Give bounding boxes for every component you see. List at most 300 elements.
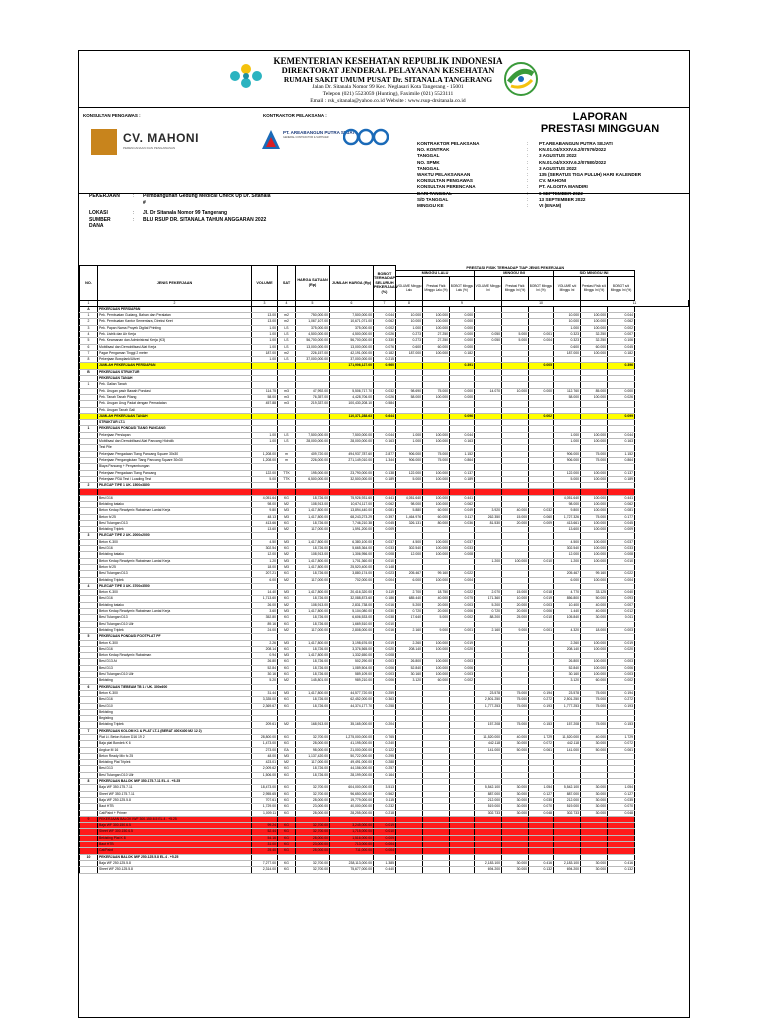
table-cell: 30.000 — [581, 615, 608, 621]
table-cell: 58.000 — [396, 394, 423, 400]
column-index-cell: 5 — [296, 300, 330, 306]
table-cell: Pek. Urugan Tanah Gali — [98, 407, 252, 413]
table-cell: 0.018 — [529, 590, 554, 596]
table-cell: PEKERJAAN BALOK IWF 300.150.6.5 EL.4 . +5.25 — [98, 816, 252, 822]
table-cell: 1.000 — [554, 439, 581, 445]
table-cell: 5.200 — [396, 602, 423, 608]
table-cell: 26.800 — [396, 659, 423, 665]
table-cell: M2 — [278, 602, 296, 608]
table-cell: 100.000 — [423, 539, 450, 545]
table-cell: KG — [278, 848, 296, 854]
table-cell: 100.000 — [423, 640, 450, 646]
report-title-line1: LAPORAN — [572, 111, 628, 123]
table-cell: 98.00 — [252, 502, 278, 508]
col-sd-minggu-ini: S/D MINGGU INI — [554, 271, 635, 277]
table-cell: 18.00 — [252, 564, 278, 570]
table-cell: 7,746,210.38 — [330, 520, 374, 526]
table-cell: 1 — [80, 382, 98, 388]
table-cell: 0.030 — [374, 609, 396, 615]
table-cell: 117,000.00 — [296, 627, 330, 633]
table-cell: 50.000 — [502, 747, 529, 753]
table-cell: KG — [278, 791, 296, 797]
table-cell: 47,992.00 — [296, 388, 330, 394]
table-cell: 0.004 — [450, 577, 475, 583]
table-cell: 28,000.00 — [296, 848, 330, 854]
mahoni-logo-mark — [91, 129, 117, 155]
table-cell: 1.000 — [554, 325, 581, 331]
table-cell: KG — [278, 520, 296, 526]
table-cell: 1,137,420.00 — [296, 753, 330, 759]
table-cell: 0.004 — [374, 577, 396, 583]
table-cell: M3 — [278, 640, 296, 646]
table-cell: 0.008 — [374, 552, 396, 558]
table-cell: 0.720 — [475, 609, 502, 615]
table-cell: 1,713.60 — [252, 596, 278, 602]
table-cell: 0.272 — [529, 697, 554, 703]
table-cell: 0.117 — [450, 514, 475, 520]
table-cell: Mobilisasi dan Demobilisasi Alat Kerja — [98, 344, 252, 350]
table-cell: 52.840 — [396, 665, 423, 671]
table-cell: Besi D16 — [98, 546, 252, 552]
table-cell: 19,779,000.00 — [330, 797, 374, 803]
table-cell: 28,199,000.00 — [330, 772, 374, 778]
table-cell: 0.037 — [608, 539, 635, 545]
table-cell: 0.000 — [450, 388, 475, 394]
table-cell: 2,183.100 — [475, 860, 502, 866]
table-cell: 2,955.65 — [252, 791, 278, 797]
table-cell: 989,210.00 — [330, 678, 374, 684]
table-cell: 5.20 — [252, 678, 278, 684]
table-cell: 26.00 — [252, 602, 278, 608]
table-cell: 0.045 — [608, 520, 635, 526]
col-pres-sd: Prestasi Fisik s/d Minggu Ini (%) — [581, 276, 608, 300]
table-cell: 32,700.00 — [296, 860, 330, 866]
table-cell: 0.148 — [374, 564, 396, 570]
table-cell: 100.000 — [581, 665, 608, 671]
table-cell: 100.000 — [581, 476, 608, 482]
table-cell: 4 — [80, 583, 98, 589]
table-cell: 4.500 — [554, 539, 581, 545]
mahoni-name: CV. MAHONI — [123, 131, 199, 145]
table-cell: 707.61 — [252, 797, 278, 803]
table-cell: 0.062 — [608, 502, 635, 508]
table-cell: KG — [278, 867, 296, 873]
table-cell: KG — [278, 571, 296, 577]
table-cell: 141.000 — [554, 747, 581, 753]
table-cell: 54.16 — [252, 835, 278, 841]
table-cell: 906.000 — [554, 451, 581, 457]
table-cell: 0.132 — [529, 867, 554, 873]
column-index-cell: 9 — [423, 300, 502, 306]
table-cell: 2 — [80, 483, 98, 489]
table-cell: 3,335.00 — [252, 697, 278, 703]
table-cell: 0.010 — [529, 558, 554, 564]
table-cell: LS — [278, 432, 296, 438]
table-cell: 0.000 — [450, 338, 475, 344]
table-cell: 226,157.00 — [296, 350, 330, 356]
table-cell: 30.000 — [502, 867, 529, 873]
table-cell: Bekisting batako — [98, 502, 252, 508]
table-cell: 40.000 — [581, 602, 608, 608]
table-cell: M2 — [278, 760, 296, 766]
table-cell: 1.729 — [608, 734, 635, 740]
table-cell: PILECAP TIPE 3 UK. 3700x3500 — [98, 583, 252, 589]
table-cell: 0.006 — [374, 678, 396, 684]
table-cell: M3 — [278, 609, 296, 615]
table-cell: Besi Tulangan D13 — [98, 571, 252, 577]
table-cell: 0.000 — [608, 388, 635, 394]
table-cell: Bekisting Triplek — [98, 527, 252, 533]
table-cell: 2,314.00 — [252, 867, 278, 873]
table-cell: KG — [278, 860, 296, 866]
table-cell: 2.160 — [396, 627, 423, 633]
info-value: PT.AREABANGUN PUTRA SEJATI — [539, 141, 613, 146]
table-cell: 3 — [80, 325, 98, 331]
table-cell: 5.880 — [396, 508, 423, 514]
table-cell: 98.690 — [396, 388, 423, 394]
table-cell: Pek. Papan Nama Proyek Digital Printing — [98, 325, 252, 331]
col-minggu-ini: MINGGU INI — [475, 271, 554, 277]
col-bobot-ini: BOBOT Minggu Ini (%) — [529, 276, 554, 300]
table-cell: 81.530 — [475, 520, 502, 526]
col-bobot: BOBOT TERHADAP SELURUH PEKERJAAN (%) — [374, 266, 396, 301]
table-cell: 122.00 — [252, 470, 278, 476]
table-cell: 6,606,533.00 — [330, 615, 374, 621]
info-value: KN.01.04/XXXIV.6.2/07580/2022 — [539, 159, 607, 165]
table-cell: 100.000 — [581, 672, 608, 678]
table-cell: 0.032 — [529, 508, 554, 514]
table-cell: 99.24 — [252, 823, 278, 829]
table-cell: 1.000 — [396, 325, 423, 331]
table-cell: 32,700.00 — [296, 823, 330, 829]
table-cell: 35,165,000.00 — [330, 722, 374, 728]
table-cell: 208.14 — [252, 646, 278, 652]
table-cell: 0.122 — [374, 747, 396, 753]
table-cell: KG — [278, 495, 296, 501]
table-cell: 171.360 — [475, 596, 502, 602]
table-cell: 58.000 — [554, 394, 581, 400]
table-cell: 4.770 — [554, 590, 581, 596]
table-cell: 1.00 — [252, 439, 278, 445]
table-cell: 28,000,000.00 — [296, 439, 330, 445]
table-cell: 30.000 — [502, 791, 529, 797]
report-page — [78, 50, 690, 1018]
table-cell: 1,591,200.00 — [330, 527, 374, 533]
table-cell: 604,000,000.00 — [330, 785, 374, 791]
table-cell: 0.035 — [608, 797, 635, 803]
info-key: NO. KONTRAK — [417, 147, 450, 153]
hospital-phone: Telepon (021) 5523059 (Hunting), Faximile (021) 5523111 — [322, 91, 454, 97]
table-cell: Bekisting Triplek — [98, 577, 252, 583]
info-value: KN.01.04/XXXIV.6.2/07579/2022 — [539, 147, 607, 153]
table-cell: 6.000 — [554, 577, 581, 583]
project-value: Pembangunan Gedung Medical Check Up Dr. Sitanala — [143, 193, 271, 199]
table-cell: 32,700.00 — [296, 867, 330, 873]
table-cell: 0.132 — [608, 867, 635, 873]
table-cell: 3.513 — [374, 785, 396, 791]
table-cell: 75.000 — [502, 690, 529, 696]
table-cell: 0.163 — [450, 439, 475, 445]
table-cell: 48.13 — [252, 514, 278, 520]
table-cell: 0.007 — [608, 602, 635, 608]
table-cell: 0.075 — [450, 596, 475, 602]
table-cell: Pekerjaan Pengangkutan Tiang Pancang Square 30x30 — [98, 457, 252, 463]
table-cell: Baja plat Bondek K 6 — [98, 741, 252, 747]
table-cell: 2.070 — [475, 590, 502, 596]
table-cell: Beton K-300 — [98, 640, 252, 646]
table-cell: 0.396 — [608, 363, 635, 369]
table-row — [80, 867, 689, 873]
table-cell: 105.840 — [554, 615, 581, 621]
table-cell: 23,000.00 — [296, 804, 330, 810]
table-cell: 0.240 — [374, 741, 396, 747]
table-cell: Bekisting batako — [98, 552, 252, 558]
table-cell: 100.000 — [581, 539, 608, 545]
table-cell: KG — [278, 672, 296, 678]
table-cell: 0.257 — [374, 766, 396, 772]
col-prestasi: PRESTASI FISIK TERHADAP TIAP JENIS PEKERJAAN — [466, 265, 565, 270]
table-cell: 4,500,000.00 — [296, 331, 330, 337]
table-cell: 0.182 — [450, 350, 475, 356]
table-cell: 0.182 — [608, 350, 635, 356]
table-cell: 1,417,800.00 — [296, 508, 330, 514]
table-cell: 32,700.00 — [296, 785, 330, 791]
table-cell: 108,913.00 — [296, 602, 330, 608]
table-cell: 0.391 — [450, 363, 475, 369]
column-index-cell: 7 — [374, 300, 396, 306]
table-cell: 0.137 — [450, 470, 475, 476]
column-index-cell: 3 — [252, 300, 278, 306]
table-cell: 27.250 — [423, 331, 450, 337]
table-cell: 30.160 — [554, 672, 581, 678]
table-cell: 887.000 — [475, 791, 502, 797]
table-cell: 0.010 — [374, 621, 396, 627]
table-cell: 88.200 — [475, 615, 502, 621]
table-cell: LS — [278, 325, 296, 331]
table-cell: 0.022 — [450, 571, 475, 577]
table-cell: Cat/Paint — [98, 848, 252, 854]
table-cell: Cat/Paint + Primer — [98, 810, 252, 816]
table-cell: 44,156,000.00 — [330, 766, 374, 772]
table-cell: 25.40 — [252, 848, 278, 854]
table-cell: 0.440 — [374, 867, 396, 873]
table-cell: 0.062 — [608, 319, 635, 325]
project-value: # — [143, 199, 146, 206]
table-cell: 906.000 — [396, 451, 423, 457]
table-cell: 56,700,000.00 — [296, 338, 330, 344]
table-cell: 9.800 — [554, 508, 581, 514]
table-cell: 62,452,000.00 — [330, 697, 374, 703]
table-cell: 5 — [80, 634, 98, 640]
table-cell: 0.584 — [374, 401, 396, 407]
table-cell: M2 — [278, 527, 296, 533]
column-index-cell: 1 — [80, 300, 98, 306]
table-cell: 0.009 — [608, 527, 635, 533]
hospital-email: Email : rsk_sitanala@yahoo.co.id Website : www.rsup-drsitanala.co.id — [310, 98, 466, 104]
table-cell: 1,701,360.00 — [330, 558, 374, 564]
table-cell: 0.036 — [450, 520, 475, 526]
info-colon: : — [527, 196, 529, 202]
table-cell: 1.000 — [554, 432, 581, 438]
table-cell: 32,500,000.00 — [330, 476, 374, 482]
table-cell: 0.076 — [374, 344, 396, 350]
table-cell: 75.000 — [581, 457, 608, 463]
table-cell: 205.467 — [554, 571, 581, 577]
table-cell — [423, 867, 450, 873]
table-cell: 41,195,000.00 — [330, 741, 374, 747]
table-cell: 0.010 — [374, 558, 396, 564]
table-cell: 10.000 — [554, 319, 581, 325]
table-cell: M3 — [278, 508, 296, 514]
table-cell: 30.16 — [252, 672, 278, 678]
table-cell: 1,275,000,000.00 — [330, 734, 374, 740]
table-cell: 0.138 — [374, 470, 396, 476]
table-cell: KG — [278, 772, 296, 778]
table-cell: Besi Tulangan D10 Ulir — [98, 621, 252, 627]
col-pres-ini: Prestasi Fisik Minggu Ini (%) — [502, 276, 529, 300]
table-cell: 0.002 — [608, 678, 635, 684]
table-cell: 0.323 — [554, 331, 581, 337]
table-cell: 0.004 — [374, 842, 396, 848]
table-cell: EA — [278, 747, 296, 753]
table-cell: 13,000,000.00 — [296, 344, 330, 350]
table-cell: 2,808,000.00 — [330, 627, 374, 633]
table-cell: 0.003 — [450, 602, 475, 608]
table-cell: 145,801.00 — [296, 678, 330, 684]
info-colon: : — [527, 184, 529, 190]
table-cell: 273.00 — [252, 747, 278, 753]
table-cell: 205.467 — [396, 571, 423, 577]
table-cell: 75.000 — [423, 457, 450, 463]
table-cell: 9.80 — [252, 508, 278, 514]
table-cell: 1.054 — [529, 785, 554, 791]
table-cell: 0.441 — [374, 495, 396, 501]
table-cell: 20.000 — [423, 609, 450, 615]
table-cell: 0.295 — [374, 753, 396, 759]
table-cell: 0.048 — [529, 810, 554, 816]
table-cell: Pek. Galian Tanah — [98, 382, 252, 388]
table-cell: 100.000 — [423, 350, 450, 356]
project-value: Jl. Dr Sitanala Nomor 99 Tangerang — [143, 210, 228, 216]
table-cell: 0.048 — [608, 810, 635, 816]
table-cell: Besi Tulangan D13 — [98, 520, 252, 526]
table-cell: 6,380,100.00 — [330, 539, 374, 545]
table-cell: 0.008 — [450, 552, 475, 558]
table-cell: 187.00 — [252, 350, 278, 356]
table-cell: Beton Kedap Readymix Rabatman Lantai Kerja — [98, 609, 252, 615]
mahoni-logo — [91, 129, 211, 157]
table-cell: 5.000 — [554, 476, 581, 482]
table-cell: 30.000 — [581, 741, 608, 747]
table-cell: 100.000 — [423, 325, 450, 331]
table-cell: 1,777.253 — [475, 703, 502, 709]
table-cell: 12.000 — [396, 552, 423, 558]
table-cell: 18,726.00 — [296, 766, 330, 772]
table-cell: 0.164 — [374, 772, 396, 778]
table-cell: 423.01 — [252, 760, 278, 766]
table-cell: 100.000 — [423, 552, 450, 558]
table-cell: 18,726.00 — [296, 596, 330, 602]
info-colon: : — [527, 153, 529, 159]
table-cell: 0.016 — [374, 602, 396, 608]
table-cell: 75.000 — [502, 697, 529, 703]
table-cell: 31.44 — [252, 690, 278, 696]
table-cell: Beton fc'25 — [98, 514, 252, 520]
table-cell: 1,516,000.00 — [330, 835, 374, 841]
table-cell: 18,726.00 — [296, 546, 330, 552]
table-cell: PEKERJAAN PONDASI FOOTPLAT PF — [98, 634, 252, 640]
hospital-logo — [501, 60, 541, 98]
table-cell: 100.000 — [423, 476, 450, 482]
table-cell: 75.000 — [581, 514, 608, 520]
table-cell: 0.600 — [554, 344, 581, 350]
table-cell: 0.330 — [374, 338, 396, 344]
table-cell: 0.115 — [374, 797, 396, 803]
table-cell: 856.800 — [554, 596, 581, 602]
col-bobot-lalu: BOBOT Minggu Lalu (%) — [450, 276, 475, 300]
table-cell: 75.000 — [502, 722, 529, 728]
table-cell: 1 — [80, 313, 98, 319]
table-cell: 0.026 — [374, 394, 396, 400]
table-cell: 519.000 — [475, 804, 502, 810]
table-cell: Besi D13 — [98, 766, 252, 772]
table-cell: 2.700 — [396, 590, 423, 596]
table-cell: 58.00 — [252, 394, 278, 400]
table-cell: 0.037 — [450, 539, 475, 545]
table-cell: 0.288 — [374, 760, 396, 766]
table-cell: 187.000 — [396, 350, 423, 356]
table-cell: 12.000 — [554, 552, 581, 558]
table-cell: 208.140 — [396, 646, 423, 652]
table-cell: 0.061 — [608, 747, 635, 753]
table-cell: 0.019 — [450, 640, 475, 646]
info-value: 6 SEPTEMBER 2022 — [539, 190, 583, 196]
table-cell: 20,416,320.00 — [330, 590, 374, 596]
table-cell: Besi D10 — [98, 703, 252, 709]
table-cell: 0.072 — [529, 741, 554, 747]
kontraktor-label: KONTRAKTOR PELAKSANA : — [263, 113, 327, 118]
table-cell: 375,000.00 — [330, 325, 374, 331]
table-cell: 413.66 — [252, 520, 278, 526]
table-cell: 0.007 — [608, 331, 635, 337]
table-cell: PEKERJAAN TIEBEAM TB 1 / UK. 300x600 — [98, 684, 252, 690]
table-cell: 0.026 — [374, 331, 396, 337]
table-cell: 0.012 — [608, 609, 635, 615]
table-cell: 0.363 — [374, 697, 396, 703]
table-cell: M3 — [278, 514, 296, 520]
table-cell: M3 — [278, 539, 296, 545]
project-key: LOKASI — [89, 210, 108, 216]
table-cell: 30.000 — [502, 804, 529, 810]
table-cell: KG — [278, 665, 296, 671]
table-cell: 2.26 — [252, 640, 278, 646]
col-sat: SAT — [278, 266, 296, 301]
table-cell: 0.003 — [450, 672, 475, 678]
table-cell: 1.00 — [252, 338, 278, 344]
table-cell: 0.000 — [450, 313, 475, 319]
table-cell: 0.003 — [450, 659, 475, 665]
table-cell: 100.000 — [581, 313, 608, 319]
table-cell: 0.182 — [374, 350, 396, 356]
table-cell: 5.00 — [252, 476, 278, 482]
table-cell: 2 — [80, 319, 98, 325]
table-cell: 112.760 — [554, 388, 581, 394]
table-cell: Bekisting Triplek — [98, 627, 252, 633]
table-cell: 0.009 — [374, 835, 396, 841]
table-cell: 80.000 — [423, 520, 450, 526]
table-cell: KG — [278, 766, 296, 772]
table-cell: 100.000 — [581, 552, 608, 558]
